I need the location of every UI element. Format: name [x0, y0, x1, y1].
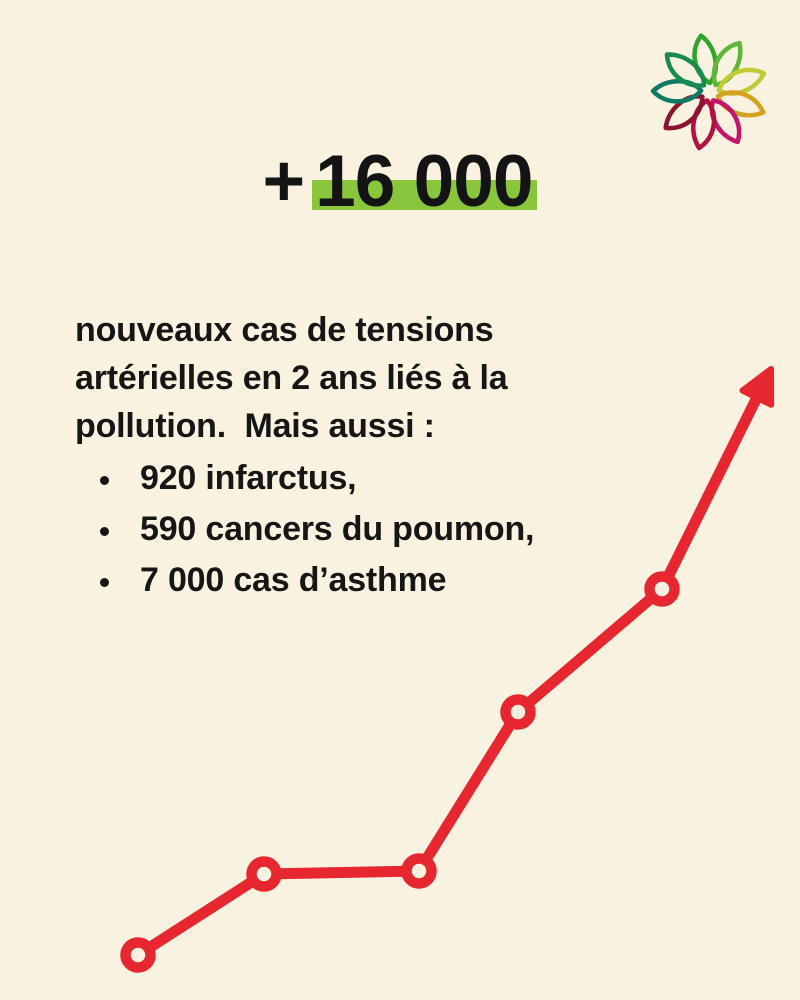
bullet-text: 920 infarctus, [140, 459, 357, 497]
headline-plus-sign: + [262, 141, 305, 222]
data-point-marker [407, 859, 432, 884]
headline-number-highlighted: 16 000 [312, 141, 537, 222]
arrow-head-icon [742, 369, 771, 405]
data-point-marker [650, 577, 675, 602]
bullet-text: 7 000 cas d’asthme [140, 561, 447, 599]
bullet-text: 590 cancers du poumon, [140, 510, 535, 548]
trend-line [138, 385, 763, 955]
body-text-line: nouveaux cas de tensions [75, 311, 494, 349]
data-point-marker [506, 700, 531, 725]
data-point-marker [126, 943, 151, 968]
body-text-line: artérielles en 2 ans liés à la [75, 359, 508, 397]
data-point-marker [252, 862, 277, 887]
body-text-line: pollution. Mais aussi : [75, 407, 435, 445]
